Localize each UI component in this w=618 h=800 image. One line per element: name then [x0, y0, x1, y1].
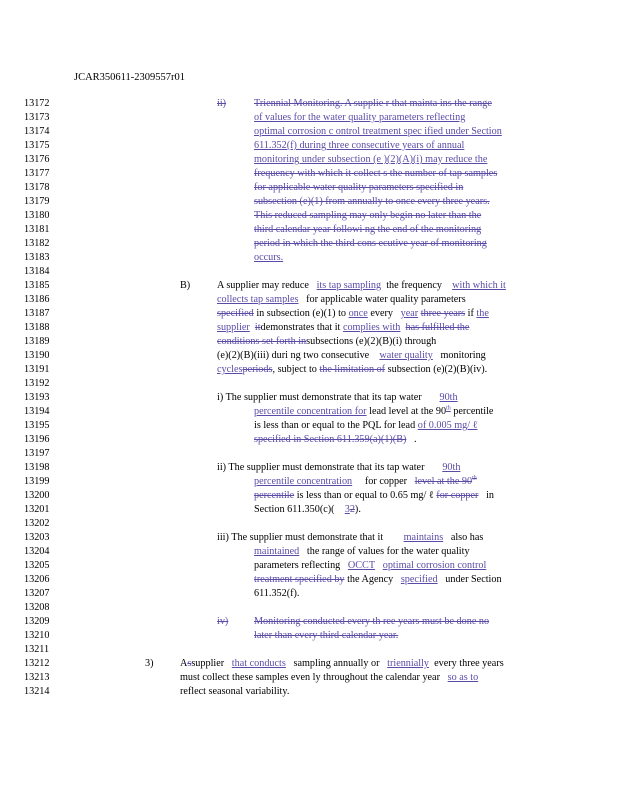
line-number: 13213 — [24, 672, 50, 683]
line-number-gutter — [24, 97, 64, 699]
line-number: 13176 — [24, 154, 50, 165]
line-number: 13203 — [24, 532, 50, 543]
para-3-text: Assupplier that conducts sampling annually or triennially every three years must collect these samples even ly throughout the calendar year so as to reflect seasonal variability. — [180, 658, 504, 697]
line-number: 13192 — [24, 378, 50, 389]
line-number: 13202 — [24, 518, 50, 529]
line-number: 13172 — [24, 98, 50, 109]
document-id: JCAR350611-2309557r01 — [74, 72, 186, 83]
line-number: 13197 — [24, 448, 50, 459]
line-number: 13198 — [24, 462, 50, 473]
line-number: 13173 — [24, 112, 50, 123]
line-number: 13212 — [24, 658, 50, 669]
line-number: 13191 — [24, 364, 50, 375]
line-number: 13201 — [24, 504, 50, 515]
line-number: 13199 — [24, 476, 50, 487]
para-B-text: A supplier may reduce its tap sampling the frequency with which it collects tap samples for applicable water quality parameters specified in subsection (e)(1) to once every year three years if the supplier itdemonstrates that it complies with has fulfilled the conditions set forth insubsections (e)(2)(B)(i) through (e)(2)(B)(iii) duri ng two consecutive water quality monitoring cyclesperiods, subject to the limitation of subsection (e)(2)(B)(iv). — [217, 280, 506, 375]
line-number: 13206 — [24, 574, 50, 585]
line-number: 13174 — [24, 126, 50, 137]
line-number: 13209 — [24, 616, 50, 627]
line-number: 13182 — [24, 238, 50, 249]
line-number: 13211 — [24, 644, 50, 655]
line-number: 13210 — [24, 630, 50, 641]
line-number: 13189 — [24, 336, 50, 347]
line-number: 13193 — [24, 392, 50, 403]
line-number: 13183 — [24, 252, 50, 263]
para-ii-marker: ii) — [217, 98, 227, 109]
line-number: 13208 — [24, 602, 50, 613]
line-number: 13194 — [24, 406, 50, 417]
para-B-marker: B) — [180, 280, 191, 291]
item-iii-text: iii) The supplier must demonstrate that it maintains also has maintained the range of values for the water quality parameters reflecting OCCT optimal corrosion control treatment specified by the Agency specified under Section 611.352(f). — [217, 532, 502, 599]
line-number: 13180 — [24, 210, 50, 221]
line-number: 13181 — [24, 224, 50, 235]
line-number: 13196 — [24, 434, 50, 445]
item-i-text: i) The supplier must demonstrate that its tap water 90th percentile concentration for lead level at the 90th percentile is less than or equal to the PQL for lead of 0.005 mg/ ℓ specified in Section 611.359(a)(1)(B) . — [217, 392, 494, 445]
item-iv-marker: iv) — [217, 616, 229, 627]
line-number: 13195 — [24, 420, 50, 431]
line-number: 13205 — [24, 560, 50, 571]
line-number: 13186 — [24, 294, 50, 305]
item-iv-text: Monitoring conducted every th ree years must be done no later than every third calendar year. — [254, 616, 490, 641]
line-number: 13188 — [24, 322, 50, 333]
line-number: 13178 — [24, 182, 50, 193]
line-number: 13184 — [24, 266, 50, 277]
item-ii-text: ii) The supplier must demonstrate that its tap water 90th percentile concentration for copper level at the 90th percentile is less than or equal to 0.65 mg/ ℓ for copper in Section 611.350(c)( 32). — [217, 462, 495, 515]
line-number: 13207 — [24, 588, 50, 599]
line-number: 13179 — [24, 196, 50, 207]
line-number: 13177 — [24, 168, 50, 179]
line-number: 13185 — [24, 280, 50, 291]
line-number: 13187 — [24, 308, 50, 319]
line-number: 13214 — [24, 686, 50, 697]
para-3-marker: 3) — [145, 658, 154, 669]
line-number: 13200 — [24, 490, 50, 501]
line-number: 13190 — [24, 350, 50, 361]
line-number: 13204 — [24, 546, 50, 557]
para-ii-text: Triennial Monitoring. A supplie r that mainta ins the range of values for the water quality parameters reflecting optimal corrosion c ontrol treatment spec ified under Section 611.352(f) during three consecutive years of annual monitoring under subsection (e )(2)(A)(i) may reduce the frequency with which it collect s the number of tap samples for applicable water quality parameters specified in subsection (e)(1) from annually to once every three years. This reduced sampling may only begin no later than the third calendar year followi ng the end of the monitoring period in which the third cons ecutive year of monitoring occurs. — [254, 98, 502, 263]
line-number: 13175 — [24, 140, 50, 151]
